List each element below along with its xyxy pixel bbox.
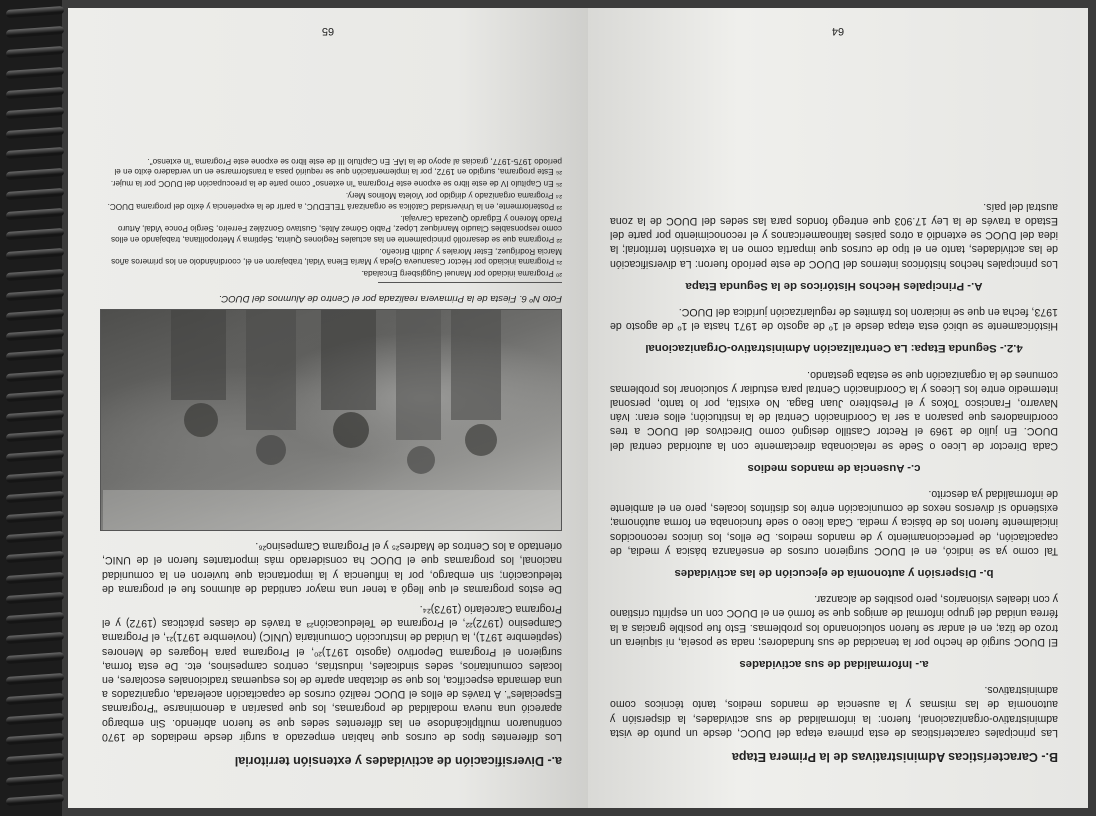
festival-photo [100, 309, 562, 531]
subheading-a: a.- Informalidad de sus actividades [739, 657, 929, 670]
subheading-c: c.- Ausencia de mandos medios [747, 461, 921, 474]
paragraph-4-2: Históricamente se ubicó esta etapa desde el 1º de agosto de 1971 hasta el 1º de agosto de 1973, fecha en que se iniciaron los trámites de regularización jurídica del DUOC. [610, 305, 1058, 333]
photo-crowd-shapes [103, 310, 561, 530]
paragraph-a: El DUOC surgió de hecho por la tenacidad de sus fundadores; nada se poseía, ni siquiera un trozo de tiza; en el andar se fueron solucionando los problemas. Esto fue posible gracias a la férrea unidad del grupo informal de amigos que se formó en el DUOC con un espíritu cristiano y con ideales visionarios, pero posibles de alcanzar. [610, 593, 1058, 648]
paragraph-b: Tal como ya se indicó, en el DUOC surgieron cursos de enseñanza básica y media, de capacitación, de perfeccionamiento y de mandos medios. De ellos, los únicos reconocidos inicialmente fueron los de básica y media. Cada liceo o sede funcionaba en forma autónoma; existiendo sí diversos nexos de comunicación entre los distintos locales, pero en el ambiente de informalidad ya descrito. [610, 487, 1058, 557]
page-number: 64 [831, 25, 845, 38]
paragraph-1: Los diferentes tipos de cursos que habían empezado a surgir desde mediados de 1970 continuaron multiplicándose en las diferentes sedes que se fueron abriendo. Sin embargo apareció una nueva modalidad de programas, los que pasarían a denominarse "Programas Especiales". A través de ellos el DUOC realizó cursos de capacitación acelerada, organizados a una demanda específica, los que se dictaban aparte de los esquemas tradicionales escolares, en locales comunitarios, sedes sindicales, industrias, centros campesinos, etc. De esta forma, surgieron el Programa Deportivo (agosto 1971)²⁰, el Programa para Hogares de Menores (septiembre 1971), la Unidad de Instrucción Comunitaria (UNIC) (noviembre 1971)²¹, el Programa Campesino (1972)²², el Programa de Teleducación²³ a través de clases prácticas (1972) y el Programa Carcelario (1973)²⁴. [102, 602, 562, 743]
intro-paragraph: Las principales características de esta primera etapa del DUOC, desde un punto de vista administrativo-organizacional, fueron: la informalidad de sus actividades, la dispersión y autonomía de las mismas y la ausencia de mandos medios, tanto técnicos como administrativos. [610, 684, 1058, 739]
subheading-A: A.- Principales Hechos Históricos de la Segunda Etapa [685, 279, 983, 292]
footnote-22: ²² Programa que se desarrolló principalmente en las actuales Regiones Quinta, Séptima y Metropolitana, trabajando en ellos como responsables Claudio Manríquez López, Pablo Gómez Altés, Gustavo González Ferreiro, Sergio Ponce Vidal, Arturo Prado Moreno y Edgardo Quezada Carvajal. [110, 213, 562, 244]
footnote-20: ²⁰ Programa iniciado por Manuel Guggisberg Encalada. [361, 268, 562, 278]
footnote-rule [378, 282, 562, 283]
paragraph-c: Cada Director de Liceo o Sede se relacionaba directamente con la autoridad central del DUOC. En julio de 1969 el Rector Castillo designó como Directivos del DUOC a tres coordinadores que pasaron a ser la Coordinación Central de la institución; ellos eran: Iván Navarro, Francisco Tokos y el Presbítero Juan Baga. No existía, por lo tanto, personal intermedio entre los Liceos y la Coordinación Central para estudiar y solucionar los problemas comunes de la organización que se estaba gestando. [610, 368, 1058, 452]
subheading-b: b.- Dispersión y autonomía de ejecución de las actividades [674, 566, 994, 579]
page-number: 65 [321, 25, 335, 38]
rotated-spread [44, 0, 1096, 816]
photo-caption: Foto Nº 6. Fiesta de la Primavera realizada por el Centro de Alumnos del DUOC. [218, 292, 562, 304]
section-heading-b: B.- Características Administrativas de la Primera Etapa [731, 750, 1058, 764]
paragraph-2: De estos programas el que llegó a tener una mayor cantidad de alumnos fue el programa de teleducación; sin embargo, por la influencia y la importancia que tuvieron en la comunidad nacional, los programas que el DUOC ha considerado más importantes fueron el de UNIC, orientado a los Centros de Madres²⁵ y el Programa Campesino²⁶. [102, 540, 562, 595]
subheading-4-2: 4.2.- Segunda Etapa: La Centralización Administrativo-Organizacional [645, 342, 1023, 355]
footnote-23: ²³ Posteriormente, en la Universidad Católica se organizará TELEDUC, a partir de la experiencia y éxito del programa DUOC. [107, 202, 562, 212]
paragraph-A: Los principales hechos históricos internos del DUOC de este período fueron: La diversificación de las actividades, tanto en el tipo de cursos que impartía como en la extensión territorial; la idea del DUOC se extendió a otros países latinoamericanos y el reconocimiento por parte del Estado a través de la Ley 17.903 que entregó fondos para las sedes del DUOC de la zona austral del país. [610, 200, 1058, 270]
footnote-21: ²¹ Programa iniciado por Héctor Casanueva Ojeda y María Elena Vidal, trabajaron en él, coordinándolo en los primeros años Marcia Rodríguez, Ester Morales y Judith Briceño. [111, 246, 562, 267]
section-heading-a: a.- Diversificación de actividades y extensión territorial [234, 754, 562, 768]
page-64 [588, 8, 1088, 808]
footnote-26: ²⁶ Este programa, surgido en 1972, por la implementación que se requirió pasa a transformarse en un verdadero éxito en el período 1975-1977, gracias al apoyo de la IAF. En Capítulo III de este libro se expone este Programa "in extenso". [114, 156, 562, 177]
footnote-25: ²⁵ En Capítulo IV de este libro se expone este Programa "in extenso" como parte de la preocupación del DUOC por la mujer. [110, 179, 562, 188]
footnote-24: ²⁴ Programa organizado y dirigido por Violeta Molinos Mery. [345, 190, 562, 200]
page-65 [68, 8, 588, 808]
